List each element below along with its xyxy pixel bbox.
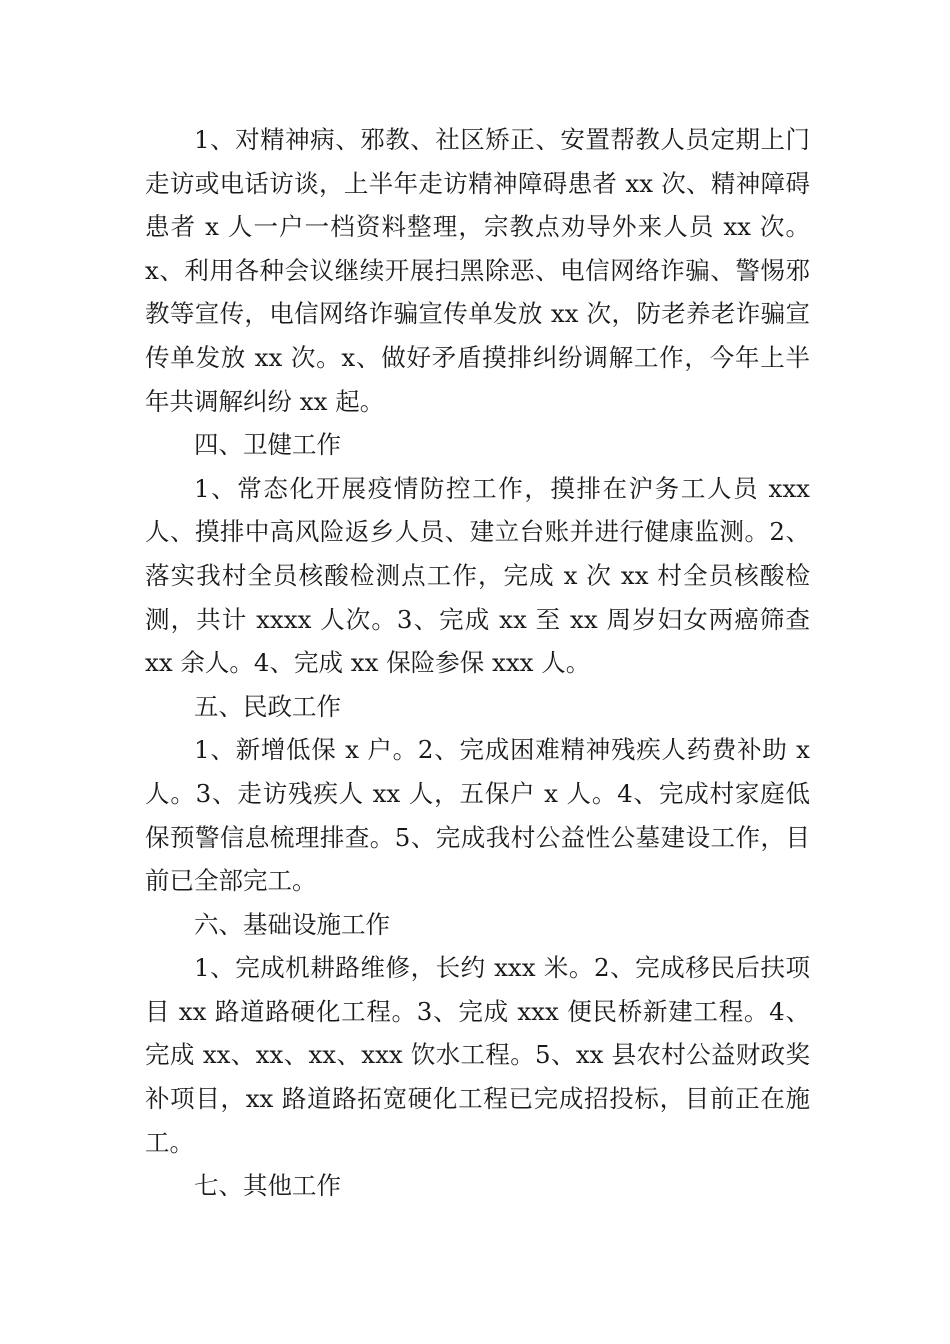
paragraph-social-stability: 1、对精神病、邪教、社区矫正、安置帮教人员定期上门走访或电话访谈，上半年走访精神障碍患者 xx 次、精神障碍患者 x 人一户一档资料整理，宗教点劝导外来人员 xx 次。x、利用各种会议继续开展扫黑除恶、电信网络诈骗、警惕邪教等宣传，电信网络诈骗宣传单发放 xx 次，防老养老诈骗宣传单发放 xx 次。x、做好矛盾摸排纠纷调解工作，今年上半年共调解纠纷 xx 起。 [145, 125, 810, 416]
section-heading-infrastructure: 六、基础设施工作 [194, 909, 390, 939]
paragraph-health-work: 1、常态化开展疫情防控工作，摸排在沪务工人员 xxx 人、摸排中高风险返乡人员、建立台账并进行健康监测。2、落实我村全员核酸检测点工作，完成 x 次 xx 村全员核酸检测，共计 xxxx 人次。3、完成 xx 至 xx 周岁妇女两癌筛查 xx 余人。4、完成 xx 保险参保 xxx 人。 [145, 473, 810, 678]
section-heading-other-work: 七、其他工作 [194, 1171, 341, 1201]
paragraph-infrastructure: 1、完成机耕路维修，长约 xxx 米。2、完成移民后扶项目 xx 路道路硬化工程。3、完成 xxx 便民桥新建工程。4、完成 xx、xx、xx、xxx 饮水工程。5、xx 县农村公益财政奖补项目，xx 路道路拓宽硬化工程已完成招投标，目前正在施工。 [145, 953, 810, 1157]
section-heading-health: 四、卫健工作 [194, 430, 341, 460]
section-heading-civil-affairs: 五、民政工作 [194, 691, 341, 721]
document-page [145, 118, 810, 1208]
paragraph-civil-affairs: 1、新增低保 x 户。2、完成困难精神残疾人药费补助 x 人。3、走访残疾人 xx 人，五保户 x 人。4、完成村家庭低保预警信息梳理排查。5、完成我村公益性公墓建设工作，目前已全部完工。 [145, 735, 810, 896]
